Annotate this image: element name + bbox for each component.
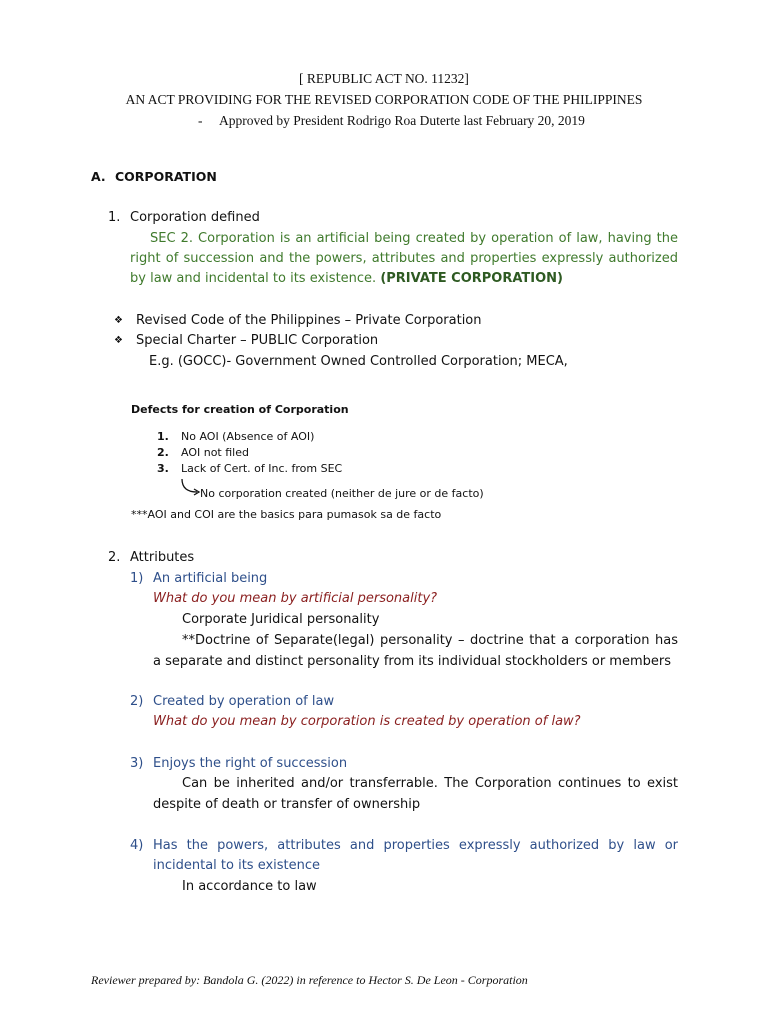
defect-item: No AOI (Absence of AOI)	[181, 430, 315, 443]
sec2-line1: SEC 2. Corporation is an artificial being created by operation of law, having the	[150, 231, 678, 246]
section-heading: CORPORATION	[115, 169, 217, 184]
sub2-number: 2)	[130, 694, 144, 709]
defects-heading: Defects for creation of Corporation	[131, 403, 349, 416]
curved-arrow-icon	[180, 478, 202, 496]
private-corporation-tag: (PRIVATE CORPORATION)	[380, 271, 563, 286]
defect-num: 3.	[157, 462, 169, 475]
defects-result: No corporation created (neither de jure or de facto)	[200, 487, 484, 500]
sub1-title: An artificial being	[153, 571, 268, 586]
doctrine-line1: **Doctrine of Separate(legal) personality – doctrine that a corporation has	[182, 633, 678, 648]
defect-num: 1.	[157, 430, 169, 443]
sub3-line1: Can be inherited and/or transferrable. The Corporation continues to exist	[182, 776, 678, 791]
sec2-line3: by law and incidental to its existence.	[130, 271, 377, 286]
bullet-text-private: Revised Code of the Philippines – Private Corporation	[136, 313, 482, 328]
section-letter: A.	[91, 169, 106, 184]
footer-credit: Reviewer prepared by: Bandola G. (2022) in reference to Hector S. De Leon - Corporation	[91, 973, 528, 987]
doctrine-line2: a separate and distinct personality from its individual stockholders or members	[153, 654, 672, 669]
approval-dash: -	[198, 113, 203, 128]
item1-number: 1.	[108, 210, 121, 225]
sub4-number: 4)	[130, 838, 144, 853]
act-title: AN ACT PROVIDING FOR THE REVISED CORPORATION CODE OF THE PHILIPPINES	[125, 92, 643, 107]
sub2-question: What do you mean by corporation is created by operation of law?	[153, 714, 581, 729]
bullet-text-public: Special Charter – PUBLIC Corporation	[136, 333, 379, 348]
approval-line: Approved by President Rodrigo Roa Duterte last February 20, 2019	[219, 113, 585, 128]
sub1-answer: Corporate Juridical personality	[182, 612, 380, 627]
sec2-line2: right of succession and the powers, attributes and properties expressly authorized	[130, 251, 678, 266]
sub1-number: 1)	[130, 571, 144, 586]
sub4-title-line1: Has the powers, attributes and properties expressly authorized by law or	[153, 838, 678, 853]
sub1-question: What do you mean by artificial personality?	[153, 591, 438, 606]
sub3-number: 3)	[130, 756, 144, 771]
defect-item: AOI not filed	[181, 446, 249, 459]
item2-label: Attributes	[130, 550, 195, 565]
diamond-bullet-icon: ❖	[114, 335, 123, 346]
defect-num: 2.	[157, 446, 169, 459]
defect-item: Lack of Cert. of Inc. from SEC	[181, 462, 343, 475]
item2-number: 2.	[108, 550, 121, 565]
sub3-line2: despite of death or transfer of ownership	[153, 797, 421, 812]
item1-label: Corporation defined	[130, 210, 260, 225]
diamond-bullet-icon: ❖	[114, 315, 123, 326]
defects-note: ***AOI and COI are the basics para pumasok sa de facto	[131, 508, 442, 521]
sec2-line3-wrap	[130, 271, 563, 286]
sub4-line1: In accordance to law	[182, 879, 317, 894]
act-number: [ REPUBLIC ACT NO. 11232]	[299, 71, 469, 86]
sub3-title: Enjoys the right of succession	[153, 756, 348, 771]
sub2-title: Created by operation of law	[153, 694, 335, 709]
sub4-title-line2: incidental to its existence	[153, 858, 321, 873]
example-line: E.g. (GOCC)- Government Owned Controlled Corporation; MECA,	[149, 354, 568, 369]
